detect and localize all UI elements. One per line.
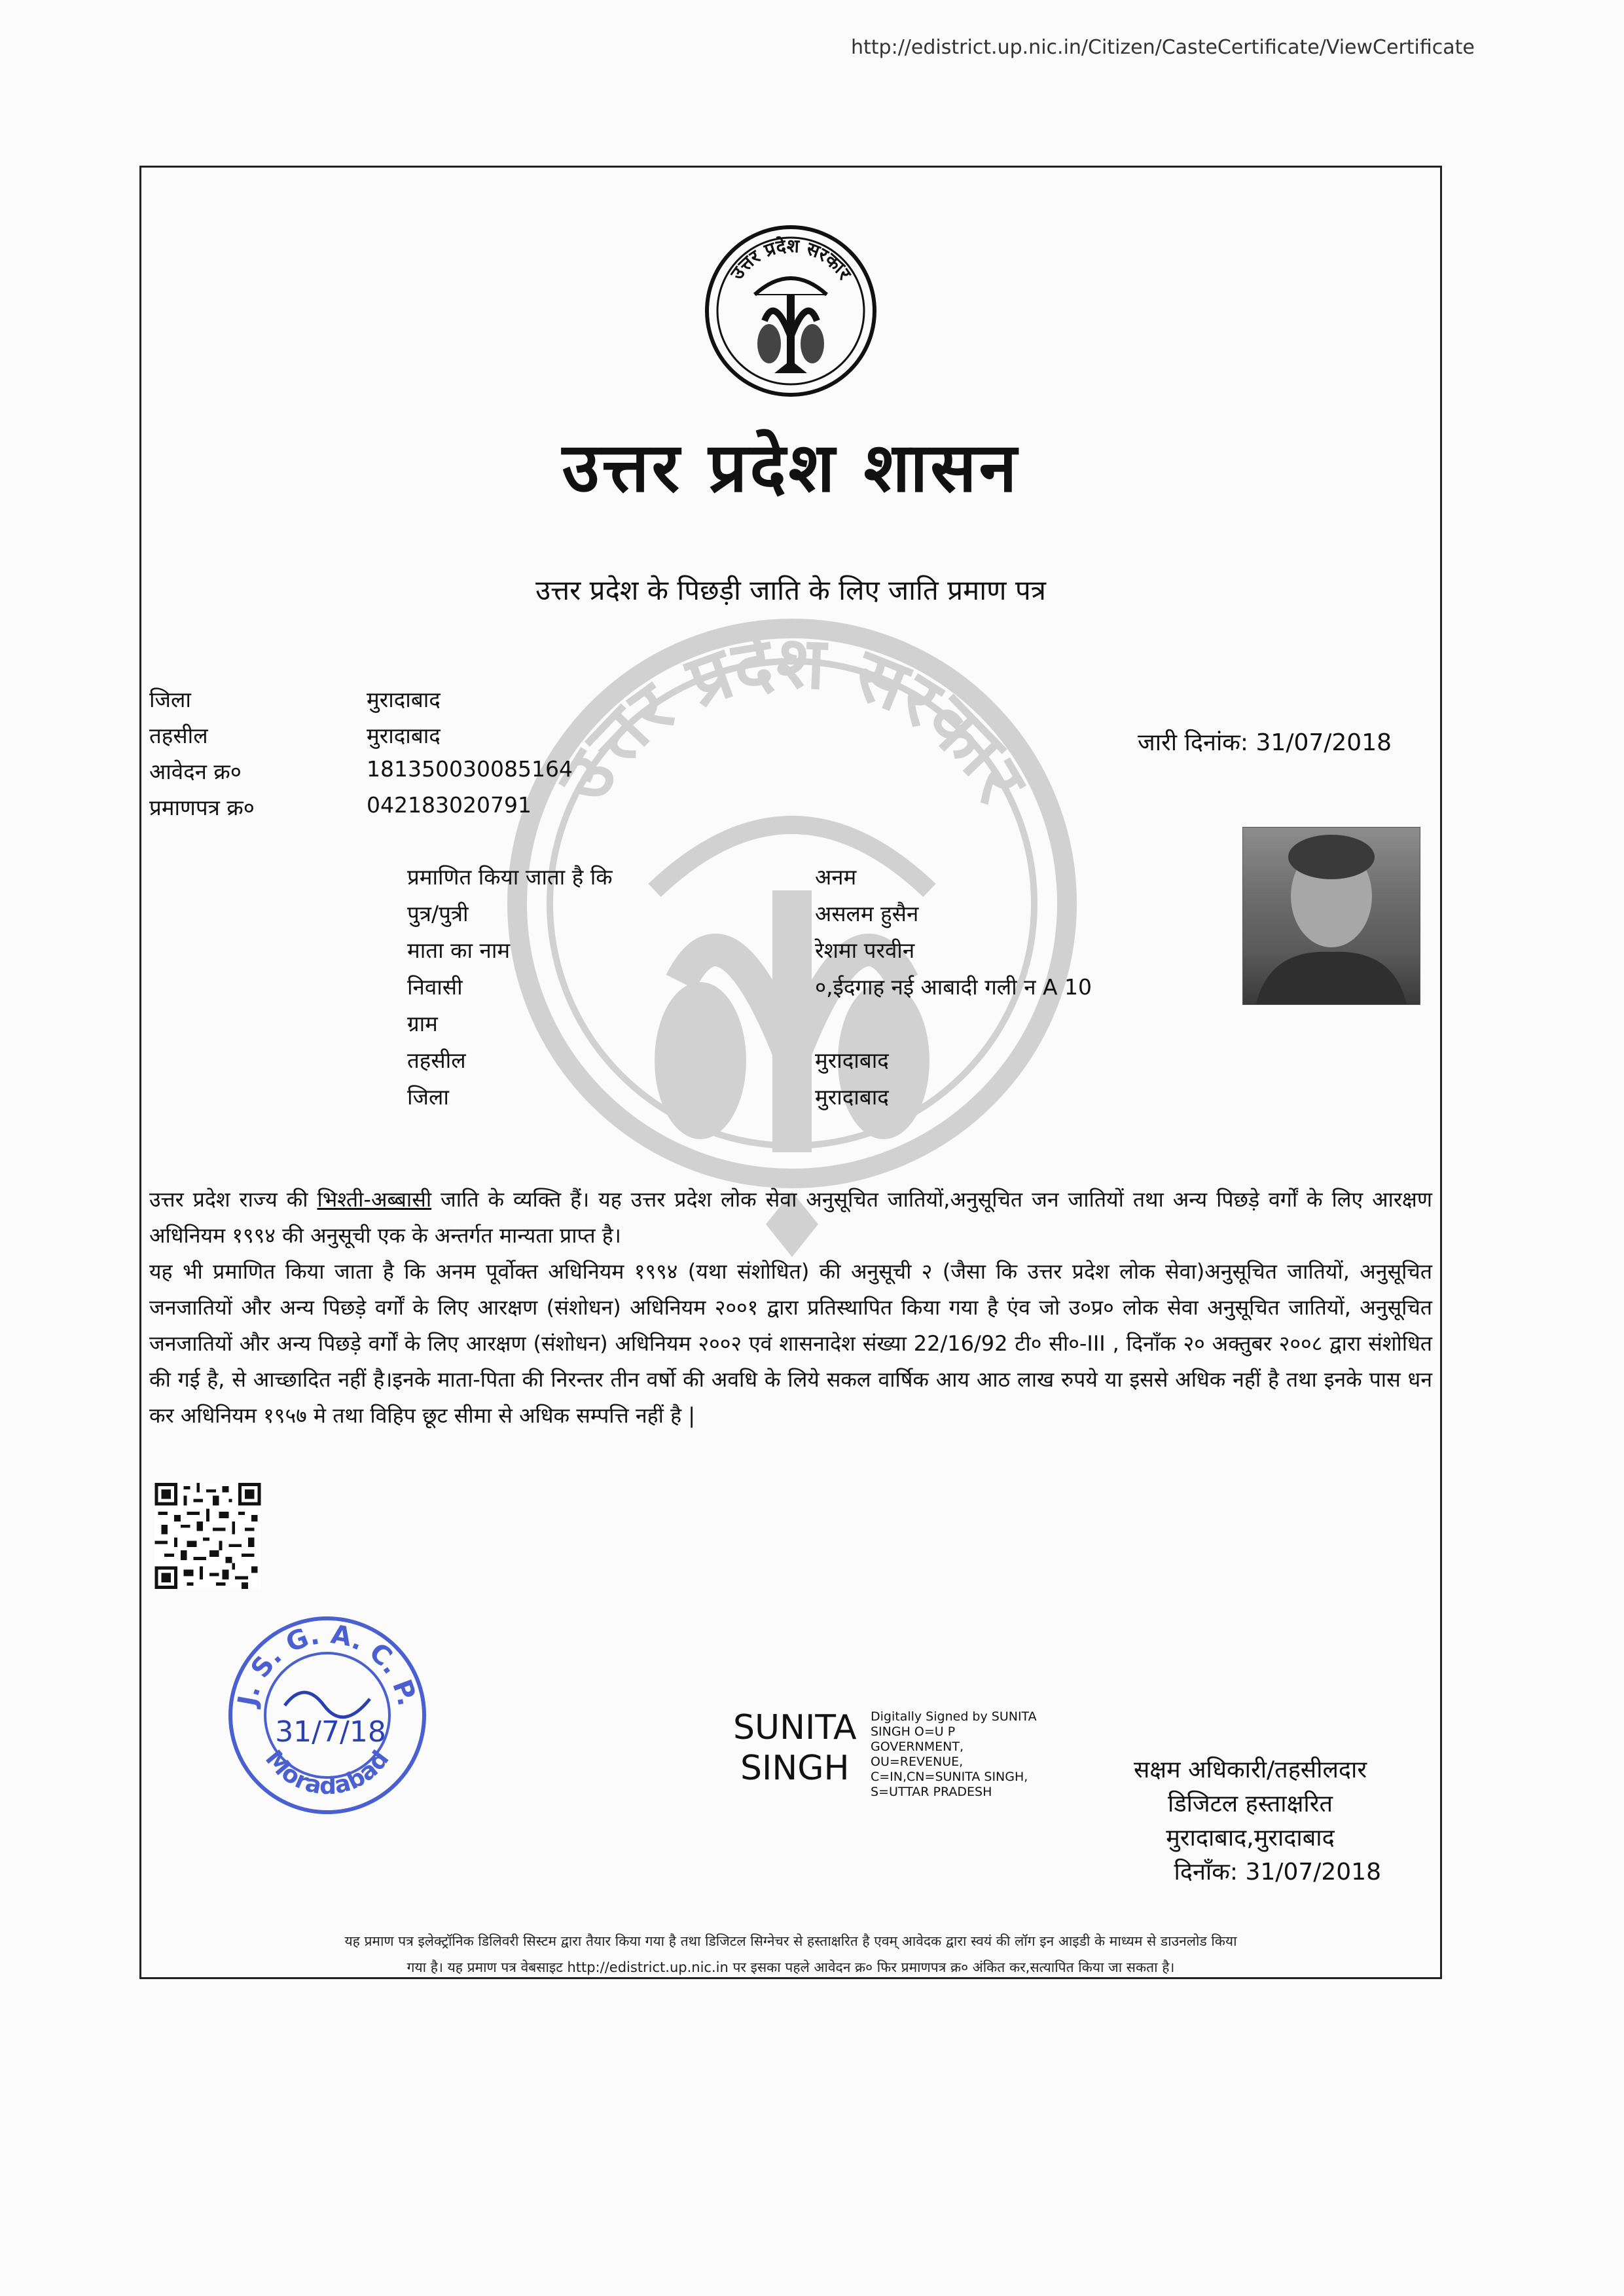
paragraph-1-start: उत्तर प्रदेश राज्य की [149, 1187, 317, 1212]
digital-signature-line: C=IN,CN=SUNITA SINGH, [871, 1770, 1028, 1784]
certificate-body [149, 1182, 1432, 1434]
svg-text:J. S. G. A. C. P. [232, 1620, 422, 1711]
village-label: ग्राम [407, 1011, 438, 1036]
signer-last-name: SINGH [740, 1749, 850, 1788]
page-title: उत्तर प्रदेश शासन [562, 427, 1020, 507]
digital-signature-line: S=UTTAR PRADESH [871, 1785, 992, 1799]
application-number-label: आवेदन क्र० [149, 759, 242, 784]
digital-signature-line: Digitally Signed by SUNITA [871, 1709, 1037, 1724]
officer-digitally-signed: डिजिटल हस्ताक्षरित [1168, 1791, 1333, 1817]
paragraph-1-end: जाति के व्यक्ति हैं। यह उत्तर प्रदेश लोक सेवा अनुसूचित जातियों,अनुसूचित जन जातियों तथा अन्य पिछड़े वर्गों के लिए आरक्षण अधिनियम १९९४ की अनुसूची एक के अन्तर्गत मान्यता प्राप्त है। [149, 1187, 1432, 1248]
certificate-subtitle: उत्तर प्रदेश के पिछड़ी जाति के लिए जाति प्रमाण पत्र [535, 574, 1046, 606]
footer-line-1: यह प्रमाण पत्र इलेक्ट्रॉनिक डिलिवरी सिस्टम द्वारा तैयार किया गया है तथा डिजिटल सिग्नेचर से हस्ताक्षरित है एवम् आवेदक द्वारा स्वयं की लॉग इन आइडी के माध्यम से डाउनलोड किया [344, 1933, 1237, 1949]
mother-name: रेशमा परवीन [815, 938, 915, 963]
signer-first-name: SUNITA [733, 1708, 857, 1747]
mother-name-label: माता का नाम [407, 938, 511, 963]
stamp-date: 31/7/18 [275, 1715, 386, 1749]
certificate-number-label: प्रमाणपत्र क्र० [149, 795, 255, 820]
digital-signature-info [871, 1709, 1087, 1800]
officer-date-label: दिनाँक: [1174, 1859, 1238, 1886]
resident-address: ०,ईदगाह नई आबादी गली न A 10 [815, 974, 1092, 1000]
detail-tehsil-label: तहसील [407, 1048, 466, 1073]
officer-date-value: 31/07/2018 [1245, 1859, 1381, 1886]
district-label: जिला [149, 687, 191, 712]
detail-district-value: मुरादाबाद [815, 1084, 889, 1110]
footer-line-2: गया है। यह प्रमाण पत्र वेबसाइट http://edistrict.up.nic.in पर इसका पहले आवेदन क्र० फिर प्रमाणपत्र क्र० अंकित कर,सत्यापित किया जा सकता है। [406, 1959, 1175, 1975]
caste-name: भिश्ती-अब्बासी [317, 1187, 432, 1212]
issue-date-label: जारी दिनांक: [1138, 729, 1249, 756]
application-number-value: 181350030085164 [367, 756, 573, 782]
svg-text:Moradabad [260, 1745, 395, 1800]
digital-signature-line: GOVERNMENT, [871, 1740, 964, 1754]
detail-tehsil-value: मुरादाबाद [815, 1048, 889, 1073]
svg-text:उत्तर प्रदेश सरकार [541, 620, 1045, 818]
certified-label: प्रमाणित किया जाता है कि [407, 864, 613, 890]
officer-place: मुरादाबाद,मुरादाबाद [1166, 1825, 1335, 1851]
tehsil-label: तहसील [149, 723, 208, 748]
up-emblem-icon [702, 223, 879, 399]
officer-date [1080, 1855, 1420, 1889]
issue-date [1138, 725, 1392, 757]
applicant-name: अनम [815, 864, 857, 890]
detail-district-label: जिला [407, 1084, 449, 1110]
watermark-text: उत्तर प्रदेश सरकार [541, 619, 1043, 816]
digital-signature-line: SINGH O=U P [871, 1724, 956, 1739]
signer-name [733, 1707, 857, 1789]
district-value: मुरादाबाद [367, 687, 441, 712]
tehsil-value: मुरादाबाद [367, 723, 441, 748]
digital-signature-line: OU=REVENUE, [871, 1755, 964, 1769]
top-url: http://edistrict.up.nic.in/Citizen/CasteCertificate/ViewCertificate [851, 36, 1475, 59]
father-name: असलम हुसैन [815, 901, 919, 926]
issue-date-value: 31/07/2018 [1255, 729, 1392, 756]
footer-note [149, 1928, 1432, 1980]
certificate-paragraph-2: यह भी प्रमाणित किया जाता है कि अनम पूर्वोक्त अधिनियम १९९४ (यथा संशोधित) की अनुसूची २ (जैसा कि उत्तर प्रदेश लोक सेवा)अनुसूचित जातियों, अनुसूचित जनजातियों और अन्य पिछड़े वर्गों के लिए आरक्षण (संशोधन) अधिनियम २००१ द्वारा प्रतिस्थापित किया गया है एंव जो उ०प्र० लोक सेवा अनुसूचित जातियों, अनुसूचित जनजातियों और अन्य पिछड़े वर्गों के लिए आरक्षण (संशोधन) अधिनियम २००२ एवं शासनादेश संख्या 22/16/92 टी० सी०-III , दिनाँक २० अक्तुबर २००८ द्वारा संशोधित की गई है, से आच्छादित नहीं है।इनके माता-पिता की निरन्तर तीन वर्षो की अवधि के लिये सकल वार्षिक आय आठ लाख रुपये या इससे अधिक नहीं है तथा इनके पास धन कर अधिनियम १९५७ मे तथा विहिप छूट सीमा से अधिक सम्पत्ति नहीं है | [149, 1259, 1432, 1428]
certificate-number-value: 042183020791 [367, 792, 532, 818]
qr-code-icon [154, 1483, 262, 1589]
officer-title: सक्षम अधिकारी/तहसीलदार [1133, 1757, 1367, 1783]
resident-label: निवासी [407, 974, 463, 1000]
stamp-outer-text: J. S. G. A. C. P. [232, 1619, 422, 1709]
issuing-officer [1080, 1753, 1420, 1889]
applicant-photo [1242, 827, 1420, 1005]
emblem-text: उत्तर प्रदेश सरकार [726, 234, 856, 284]
stamp-city: Moradabad [260, 1745, 395, 1800]
certificate-paragraph-1 [149, 1182, 1432, 1254]
office-stamp-icon [219, 1607, 435, 1823]
son-daughter-of-label: पुत्र/पुत्री [407, 901, 469, 926]
